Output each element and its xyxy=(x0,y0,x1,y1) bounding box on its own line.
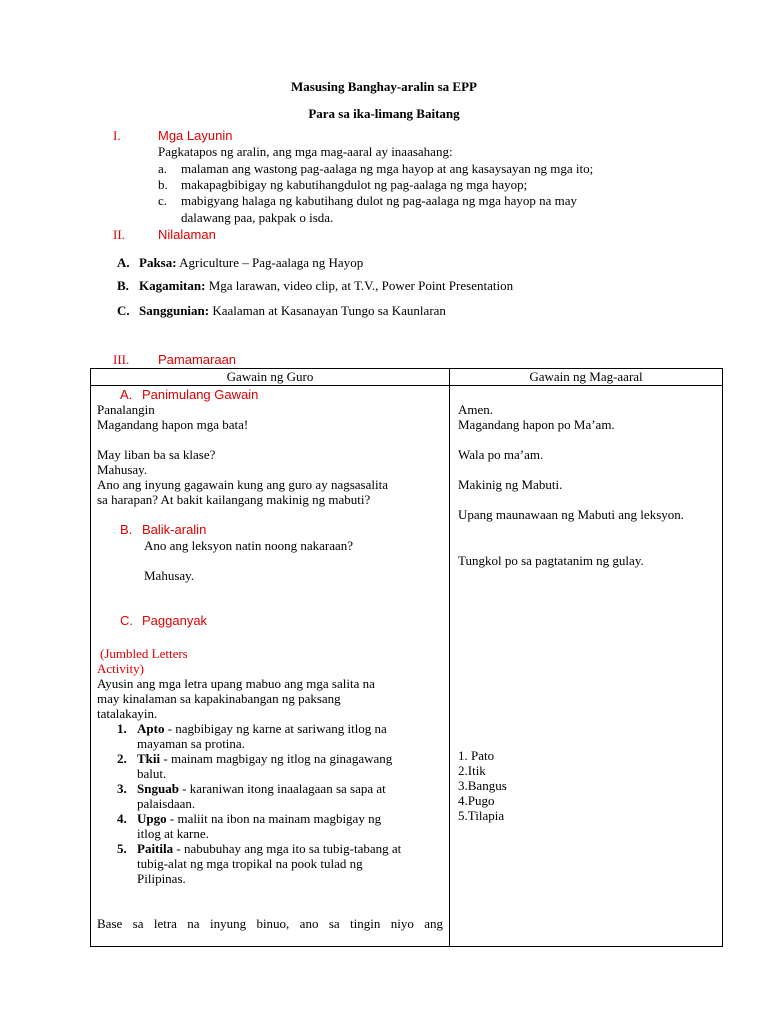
procedure-table xyxy=(90,368,723,947)
student-reason-answer: Upang maunawaan ng Mabuti ang leksyon. xyxy=(458,507,685,522)
student-answer-5: 5.Tilapia xyxy=(458,808,505,823)
jumbled-word: Paitila xyxy=(137,841,174,856)
jumbled-2-cont: balut. xyxy=(137,766,167,781)
col-header-teacher: Gawain ng Guro xyxy=(91,369,450,386)
student-greeting: Magandang hapon po Ma’am. xyxy=(458,417,615,432)
student-listen-answer: Makinig ng Mabuti. xyxy=(458,477,563,492)
jumbled-2-number: 2. xyxy=(117,751,127,766)
content-a-letter: A. xyxy=(117,255,130,270)
teacher-listen-question-1: Ano ang inyung gagawain kung ang guro ay nagsasalita xyxy=(97,477,388,492)
jumbled-item-4: Upgo - maliit na ibon na mainam magbigay ng xyxy=(137,811,382,826)
objective-c-text: mabigyang halaga ng kabutihang dulot ng pag-aalaga ng mga hayop na may xyxy=(181,193,578,208)
section1-intro: Pagkatapos ng aralin, ang mga mag-aaral ay inaasahang: xyxy=(158,144,453,159)
jumbled-1-cont: mayaman sa protina. xyxy=(137,736,245,751)
objective-b-text: makapagbibigay ng kabutihangdulot ng pag-aalaga ng mga hayop; xyxy=(181,177,528,192)
jumbled-1-number: 1. xyxy=(117,721,127,736)
section3-number: III. xyxy=(113,352,130,367)
activity-instruction-1: Ayusin ang mga letra upang mabuo ang mga salita na xyxy=(97,676,375,691)
activity-instruction-2: may kinalaman sa kapakinabangan ng paksang xyxy=(97,691,341,706)
teacher-review-question: Ano ang leksyon natin noong nakaraan? xyxy=(144,538,354,553)
activity-title-1: (Jumbled Letters xyxy=(100,646,188,661)
content-c xyxy=(139,303,446,319)
section1-number: I. xyxy=(113,128,121,143)
step-a-title: Panimulang Gawain xyxy=(142,387,259,402)
jumbled-5-number: 5. xyxy=(117,841,127,856)
teacher-prayer: Panalangin xyxy=(97,402,155,417)
teacher-praise-2: Mahusay. xyxy=(144,568,195,583)
section2-number: II. xyxy=(113,227,125,242)
content-b-text: Mga larawan, video clip, at T.V., Power Point Presentation xyxy=(205,278,514,293)
content-a xyxy=(139,255,363,271)
objective-a-text: malaman ang wastong pag-aalaga ng mga hayop at ang kasaysayan ng mga ito; xyxy=(181,161,594,176)
jumbled-4-cont: itlog at karne. xyxy=(137,826,209,841)
jumbled-item-2: Tkii - mainam magbigay ng itlog na ginagawang xyxy=(137,751,393,766)
student-answer-3: 3.Bangus xyxy=(458,778,507,793)
jumbled-3-cont: palaisdaan. xyxy=(137,796,196,811)
student-answer-4: 4.Pugo xyxy=(458,793,495,808)
step-b-letter: B. xyxy=(120,522,133,537)
objective-b-letter: b. xyxy=(158,177,168,192)
student-answer-1: 1. Pato xyxy=(458,748,495,763)
activity-instruction-3: tatalakayin. xyxy=(97,706,158,721)
jumbled-item-5: Paitila - nabubuhay ang mga ito sa tubig-tabang at xyxy=(137,841,402,856)
student-column xyxy=(450,386,723,947)
jumbled-word: Apto xyxy=(137,721,165,736)
content-b xyxy=(139,278,513,294)
content-c-label: Sanggunian: xyxy=(139,303,210,318)
objective-c-text-cont: dalawang paa, pakpak o isda. xyxy=(181,210,334,225)
content-c-letter: C. xyxy=(117,303,130,318)
objective-c-letter: c. xyxy=(158,193,168,208)
jumbled-word: Snguab xyxy=(137,781,179,796)
teacher-column xyxy=(91,386,450,947)
section1-heading: Mga Layunin xyxy=(158,128,233,143)
section2-heading: Nilalaman xyxy=(158,227,216,242)
student-absent-answer: Wala po ma’am. xyxy=(458,447,544,462)
jumbled-4-number: 4. xyxy=(117,811,127,826)
page-subtitle: Para sa ika-limang Baitang xyxy=(308,106,460,121)
jumbled-5-cont: tubig-alat ng mga tropikal na pook tulad ng xyxy=(137,856,363,871)
jumbled-item-1: Apto - nagbibigay ng karne at sariwang itlog na xyxy=(137,721,387,736)
student-review-answer: Tungkol po sa pagtatanim ng gulay. xyxy=(458,553,644,568)
teacher-greeting: Magandang hapon mga bata! xyxy=(97,417,249,432)
activity-title-2: Activity) xyxy=(97,661,144,676)
page-title: Masusing Banghay-aralin sa EPP xyxy=(290,79,477,94)
step-c-letter: C. xyxy=(120,613,133,628)
teacher-absent-question: May liban ba sa klase? xyxy=(97,447,216,462)
jumbled-item-3: Snguab - karaniwan itong inaalagaan sa sapa at xyxy=(137,781,386,796)
step-c-title: Pagganyak xyxy=(142,613,208,628)
content-c-text: Kaalaman at Kasanayan Tungo sa Kaunlaran xyxy=(209,303,446,318)
content-a-label: Paksa: xyxy=(139,255,177,270)
jumbled-word: Tkii xyxy=(137,751,161,766)
teacher-praise-1: Mahusay. xyxy=(97,462,148,477)
objective-a-letter: a. xyxy=(158,161,168,176)
jumbled-3-number: 3. xyxy=(117,781,127,796)
teacher-closing-question: Base sa letra na inyung binuo, ano sa tingin niyo ang xyxy=(97,916,443,931)
content-b-letter: B. xyxy=(117,278,129,293)
teacher-listen-question-2: sa harapan? At bakit kailangang makinig ng mabuti? xyxy=(97,492,371,507)
student-answer-2: 2.Itik xyxy=(458,763,486,778)
step-a-letter: A. xyxy=(120,387,133,402)
col-header-student: Gawain ng Mag-aaral xyxy=(450,369,723,386)
content-a-text: Agriculture – Pag-aalaga ng Hayop xyxy=(176,255,364,270)
section3-heading: Pamamaraan xyxy=(158,352,237,367)
step-b-title: Balik-aralin xyxy=(142,522,207,537)
jumbled-word: Upgo xyxy=(137,811,167,826)
jumbled-5-cont2: Pilipinas. xyxy=(137,871,186,886)
content-b-label: Kagamitan: xyxy=(139,278,206,293)
student-amen: Amen. xyxy=(458,402,494,417)
